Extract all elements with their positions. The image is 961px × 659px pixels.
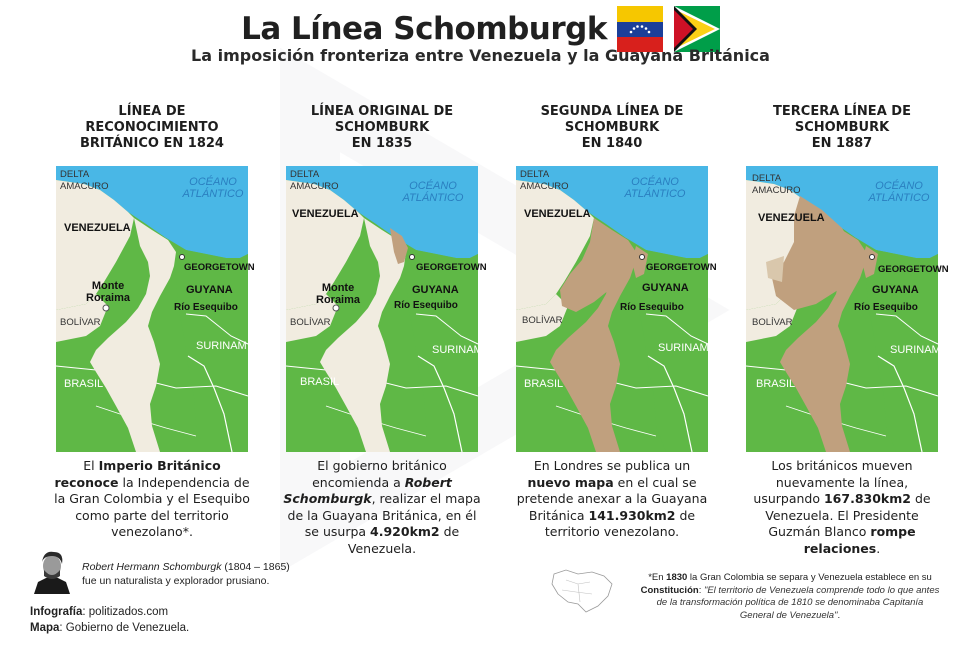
panel-heading [516,100,708,156]
heading-line: LÍNEA ORIGINAL DE [310,104,454,119]
label-venezuela: VENEZUELA [758,212,825,224]
label-surinam: SURINAM [196,340,247,352]
page-title: La Línea Schomburgk [241,11,607,47]
label-surinam: SURINAM [890,344,941,356]
heading-line: BRITÁNICO EN 1824 [80,136,224,151]
label-brasil: BRASIL [756,378,796,390]
bio-name: Robert Hermann Schomburgk [82,561,222,573]
label-delta: DELTA [752,173,782,184]
label-delta: DELTA [290,169,320,180]
label-venezuela: VENEZUELA [64,222,131,234]
heading-line: RECONOCIMIENTO [85,120,219,135]
label-surinam: SURINAM [658,342,709,354]
panel-caption: Los británicos mueven nuevamente la línea, usurpando 167.830km2 de Venezuela. El Presidente Guzmán Blanco rompe relaciones. [753,458,931,556]
label-guyana: GUYANA [872,284,919,296]
label-amacuro: AMACURO [290,181,339,192]
map-1835 [286,166,487,452]
schomburgk-bio [30,546,330,594]
venezuela-outline-icon [548,566,618,616]
heading-line: SEGUNDA LÍNEA DE [540,104,684,119]
label-venezuela: VENEZUELA [524,208,591,220]
label-guyana: GUYANA [186,284,233,296]
heading-line: EN 1840 [581,136,643,151]
label-amacuro: AMACURO [520,181,569,192]
heading-line: SCHOMBURK [334,120,430,135]
label-georgetown: GEORGETOWN [416,262,487,273]
label-bolivar: BOLÍVAR [60,317,101,328]
label-ocean: OCÉANO ATLÁNTICO [868,180,930,204]
label-ocean: OCÉANO ATLÁNTICO [402,180,464,204]
page-subtitle: La imposición fronteriza entre Venezuela y la Guayana Británica [191,46,770,65]
label-guyana: GUYANA [412,284,459,296]
panel-1840 [516,100,717,539]
heading-line: SCHOMBURK [564,120,660,135]
panel-caption: En Londres se publica un nuevo mapa en el cual se pretende anexar a la Guayana Británica 141.930km2 de territorio venezolano. [516,458,708,539]
credit-mapa: Mapa: Gobierno de Venezuela. [30,622,190,634]
label-delta: DELTA [60,169,90,180]
label-rio-esequibo: Río Esequibo [174,302,238,313]
portrait-image-icon [30,546,74,594]
heading-line: EN 1887 [811,136,873,151]
heading-line: LÍNEA DE [118,104,186,119]
label-delta: DELTA [520,169,550,180]
panel-1835 [283,100,487,556]
label-monte-roraima: Monte Roraima [316,282,361,306]
label-georgetown: GEORGETOWN [184,262,255,273]
map-1824 [56,166,255,452]
footnote: *En 1830 la Gran Colombia se separa y Venezuela establece en su Constitución: "El territorio de Venezuela comprende todo lo que antes de la transformación política de 1810 se denominaba Capitanía General de Venezuela". [640,572,940,621]
panel-1887 [746,100,949,556]
label-amacuro: AMACURO [60,181,109,192]
label-ocean: OCÉANO ATLÁNTICO [182,176,244,200]
label-rio-esequibo: Río Esequibo [620,302,684,313]
bio-description: fue un naturalista y explorador prusiano. [82,575,270,587]
panel-heading [56,100,248,156]
label-brasil: BRASIL [300,376,340,388]
panel-1824 [54,100,255,539]
label-rio-esequibo: Río Esequibo [854,302,918,313]
label-monte-roraima: Monte Roraima [86,280,131,304]
label-ocean: OCÉANO ATLÁNTICO [624,176,686,200]
label-brasil: BRASIL [524,378,564,390]
credits [30,604,270,636]
bio-text [82,560,352,588]
label-rio-esequibo: Río Esequibo [394,300,458,311]
label-georgetown: GEORGETOWN [878,264,949,275]
label-georgetown: GEORGETOWN [646,262,717,273]
map-1887 [746,166,949,452]
label-bolivar: BOLÍVAR [522,315,563,326]
heading-line: SCHOMBURK [794,120,890,135]
map-1840 [516,166,717,452]
label-surinam: SURINAM [432,344,483,356]
panel-heading [286,100,478,156]
panel-caption: El gobierno británico encomienda a Robert Schomburgk, realizar el mapa de la Guayana Británica, en él se usurpa 4.920km2 de Venezuela. [283,458,481,556]
label-amacuro: AMACURO [752,185,801,196]
heading-line: EN 1835 [351,136,413,151]
label-bolivar: BOLÍVAR [290,317,331,328]
label-guyana: GUYANA [642,282,689,294]
label-bolivar: BOLÍVAR [752,317,793,328]
panel-heading [746,100,938,156]
bio-years: (1804 – 1865) [221,561,290,573]
panel-caption: El Imperio Británico reconoce la Independencia de la Gran Colombia y el Esequibo como parte del territorio venezolano*. [54,458,250,539]
label-venezuela: VENEZUELA [292,208,359,220]
credit-infografia: Infografía: politizados.com [30,606,169,618]
heading-line: TERCERA LÍNEA DE [773,104,911,119]
label-brasil: BRASIL [64,378,104,390]
